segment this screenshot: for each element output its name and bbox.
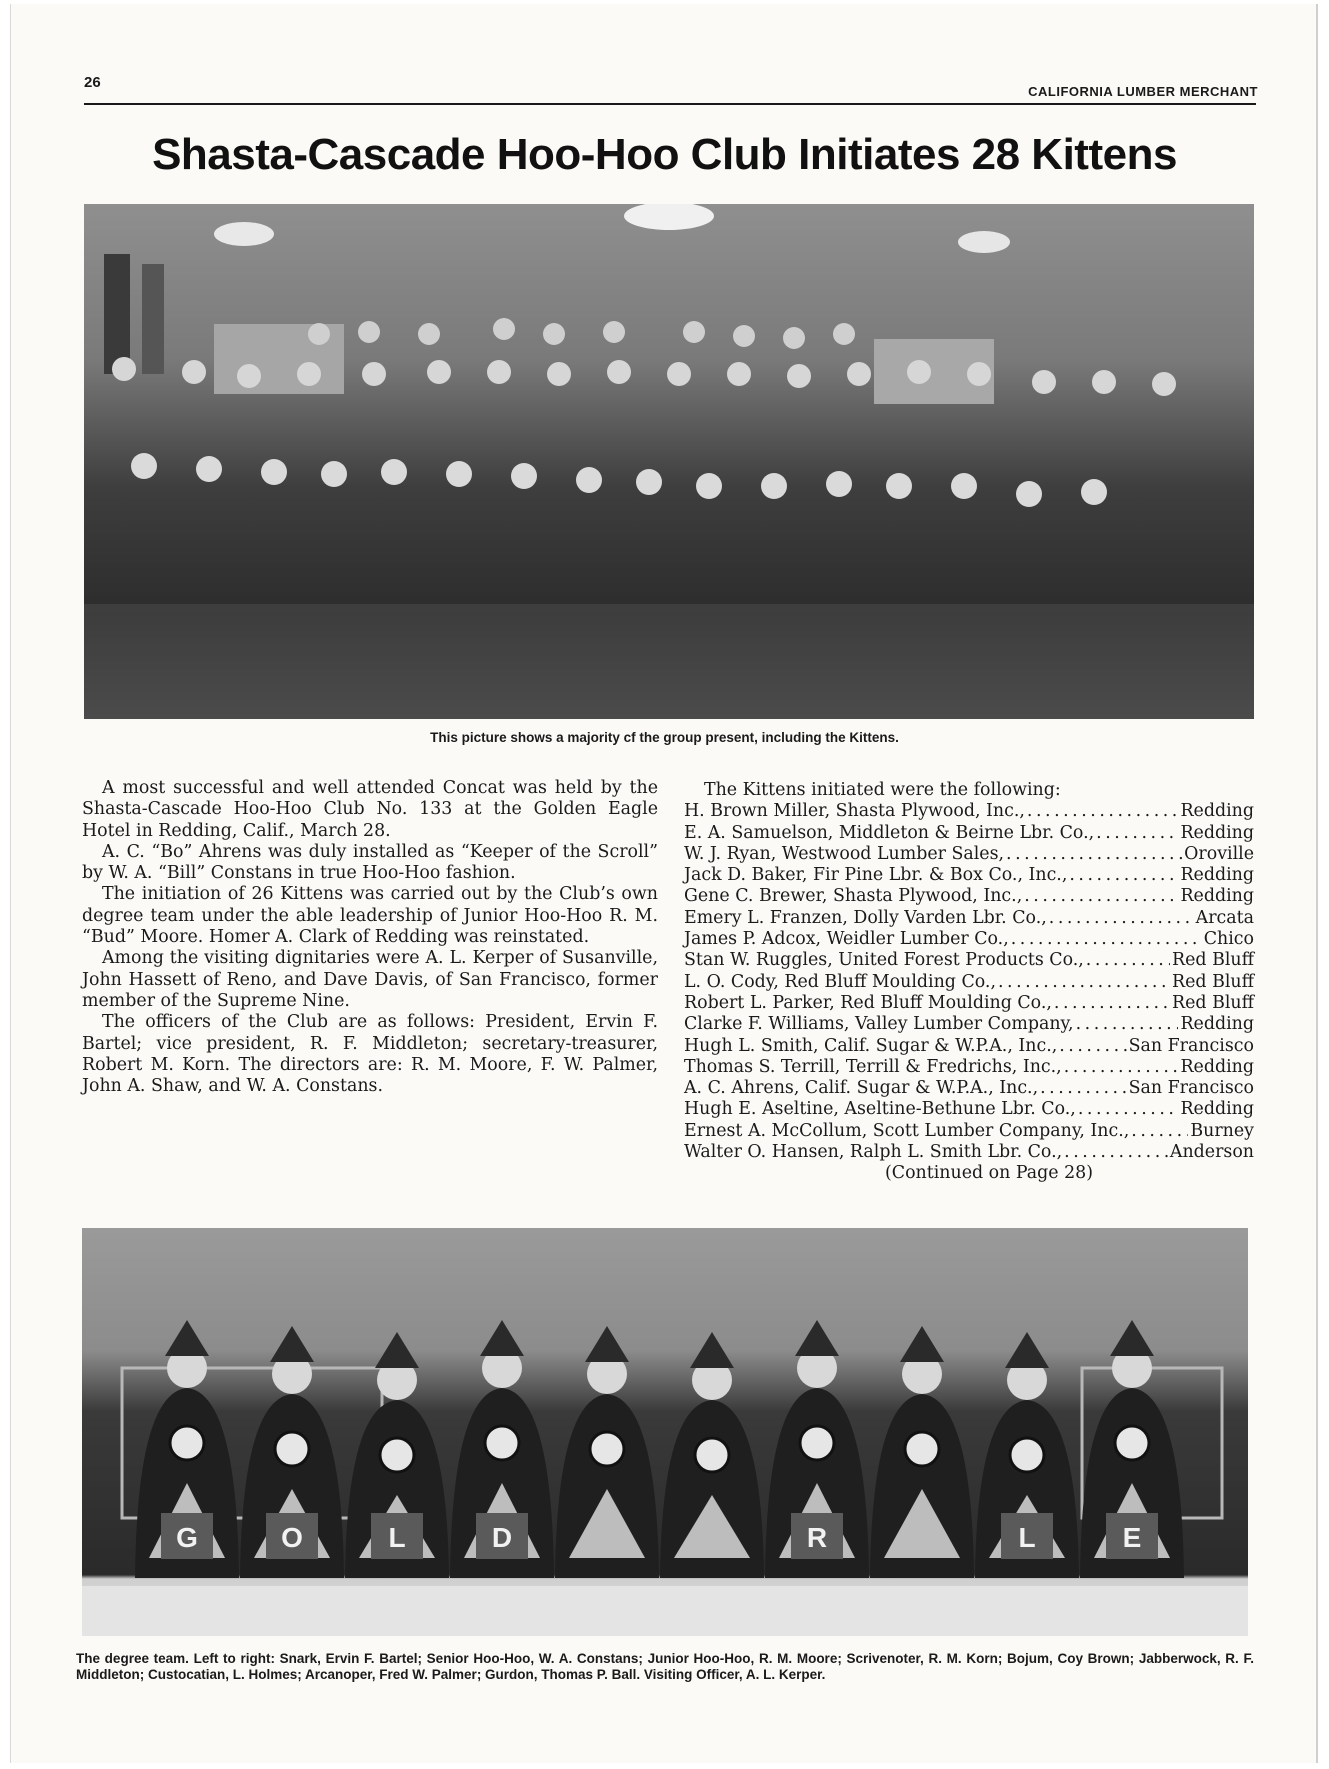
hat: [900, 1326, 944, 1362]
group-photo-caption: This picture shows a majority cf the group present, including the Kittens.: [430, 730, 899, 745]
cat-emblem: [695, 1438, 729, 1472]
cat-emblem: [1115, 1426, 1149, 1460]
kitten-entry: James P. Adcox, Weidler Lumber Co., . . . Chico: [684, 929, 1254, 950]
placard-letter: G: [176, 1522, 198, 1553]
kitten-entry: L. O. Cody, Red Bluff Moulding Co., . . . Red Bluff: [684, 972, 1254, 993]
hat: [375, 1332, 419, 1368]
degree-team-photo: [82, 1228, 1248, 1636]
placard-letter: E: [1122, 1522, 1142, 1553]
kitten-entry: Ernest A. McCollum, Scott Lumber Company, Inc., . . . Burney: [684, 1121, 1254, 1142]
kitten-entry: Stan W. Ruggles, United Forest Products Co., . . . Red Bluff: [684, 950, 1254, 971]
kitten-entry: H. Brown Miller, Shasta Plywood, Inc., . . . Redding: [684, 801, 1254, 822]
kitten-entry: Jack D. Baker, Fir Pine Lbr. & Box Co., Inc., . . . Redding: [684, 865, 1254, 886]
kitten-entry: Clarke F. Williams, Valley Lumber Company, . . . Redding: [684, 1014, 1254, 1035]
cat-emblem: [590, 1432, 624, 1466]
hat: [270, 1326, 314, 1362]
cat-emblem: [485, 1426, 519, 1460]
hat: [690, 1332, 734, 1368]
page-number: 26: [84, 74, 101, 91]
kitten-entry: Gene C. Brewer, Shasta Plywood, Inc., . . . Redding: [684, 886, 1254, 907]
kittens-intro: The Kittens initiated were the following:: [704, 780, 1061, 800]
kitten-entry: Hugh L. Smith, Calif. Sugar & W.P.A., Inc., . . . San Francisco: [684, 1036, 1254, 1057]
cat-emblem: [800, 1426, 834, 1460]
article-body-left: [82, 778, 658, 1097]
kitten-entry: Thomas S. Terrill, Terrill & Fredrichs, Inc., . . . Redding: [684, 1057, 1254, 1078]
placard-letter: L: [388, 1522, 406, 1553]
placard-letter: O: [281, 1522, 303, 1553]
hat: [1110, 1320, 1154, 1356]
kitten-entry: Robert L. Parker, Red Bluff Moulding Co., . . . Red Bluff: [684, 993, 1254, 1014]
placard-letter: D: [491, 1522, 513, 1553]
paragraph: The initiation of 26 Kittens was carried out by the Club’s own degree team under the able leadership of Junior Hoo-Hoo R. M. “Bud” Moore. Homer A. Clark of Redding was reinstated.: [82, 884, 658, 948]
kitten-entry: Hugh E. Aseltine, Aseltine-Bethune Lbr. Co., . . . Redding: [684, 1099, 1254, 1120]
hat: [585, 1326, 629, 1362]
kitten-entry: E. A. Samuelson, Middleton & Beirne Lbr. Co., . . . Redding: [684, 823, 1254, 844]
paragraph: A. C. “Bo” Ahrens was duly installed as “Keeper of the Scroll” by W. A. “Bill” Constans in true Hoo-Hoo fashion.: [82, 841, 658, 884]
hat: [480, 1320, 524, 1356]
placard-letter: R: [806, 1522, 828, 1553]
kittens-list: [684, 780, 1254, 1185]
continued-note: (Continued on Page 28): [884, 1163, 1094, 1184]
kitten-entry: Emery L. Franzen, Dolly Varden Lbr. Co., . . . Arcata: [684, 908, 1254, 929]
paragraph: A most successful and well attended Concat was held by the Shasta-Cascade Hoo-Hoo Club No. 133 at the Golden Eagle Hotel in Redding, Calif., March 28.: [82, 778, 658, 841]
hat: [795, 1320, 839, 1356]
placard-letter: L: [1018, 1522, 1036, 1553]
header-rule: [84, 103, 1256, 105]
degree-team-caption: The degree team. Left to right: Snark, Ervin F. Bartel; Senior Hoo-Hoo, W. A. Constans; Junior Hoo-Hoo, R. M. Moore; Scrivenoter, R. M. Korn; Bojum, Coy Brown; Jabberwock, R. F. Middleton; Custocatian, L. Holmes; Arcanoper, Fred W. Palmer; Gurdon, Thomas P. Ball. Visiting Officer, A. L. Kerper.: [76, 1651, 1254, 1682]
cat-emblem: [1010, 1438, 1044, 1472]
kitten-entry: Walter O. Hansen, Ralph L. Smith Lbr. Co., . . . Anderson: [684, 1142, 1254, 1163]
paragraph: Among the visiting dignitaries were A. L. Kerper of Susanville, John Hassett of Reno, and Dave Davis, of San Francisco, former member of the Supreme Nine.: [82, 948, 658, 1011]
publication-name: CALIFORNIA LUMBER MERCHANT: [1028, 84, 1258, 99]
kitten-entry: A. C. Ahrens, Calif. Sugar & W.P.A., Inc., . . . San Francisco: [684, 1078, 1254, 1099]
paragraph: The officers of the Club are as follows: President, Ervin F. Bartel; vice president, R. F. Middleton; secretary-treasurer, Robert M. Korn. The directors are: R. M. Moore, F. W. Palmer, John A. Shaw, and W. A. Constans.: [82, 1012, 658, 1097]
hat: [165, 1320, 209, 1356]
cat-emblem: [905, 1432, 939, 1466]
article-title: Shasta-Cascade Hoo-Hoo Club Initiates 28 Kittens: [152, 130, 1177, 179]
cat-emblem: [380, 1438, 414, 1472]
cat-emblem: [170, 1426, 204, 1460]
kitten-entry: W. J. Ryan, Westwood Lumber Sales, . . . Oroville: [684, 844, 1254, 865]
group-photo: [84, 204, 1254, 719]
hat: [1005, 1332, 1049, 1368]
cat-emblem: [275, 1432, 309, 1466]
